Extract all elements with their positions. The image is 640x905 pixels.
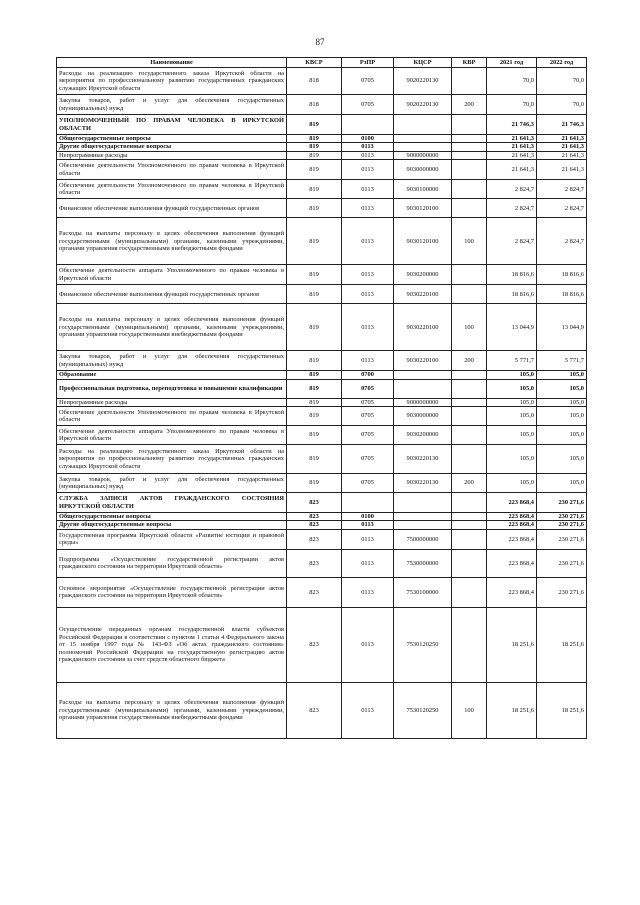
row-kvsr-cell: 823 xyxy=(287,577,342,607)
row-kvr-cell: 200 xyxy=(452,95,487,115)
row-2021-cell: 18 816,6 xyxy=(487,285,537,304)
row-kcsr-cell: 9030120100 xyxy=(394,218,452,265)
row-kcsr-cell: 9030120100 xyxy=(394,199,452,218)
row-rzpr-cell: 0113 xyxy=(342,682,394,738)
row-name-cell: Общегосударственные вопросы xyxy=(57,135,287,143)
row-kcsr-cell xyxy=(394,493,452,513)
row-2022-cell: 105,0 xyxy=(537,426,587,445)
row-2021-cell: 2 824,7 xyxy=(487,218,537,265)
row-2022-cell: 70,0 xyxy=(537,68,587,95)
row-kcsr-cell xyxy=(394,115,452,135)
row-kvr-cell xyxy=(452,529,487,549)
table-row xyxy=(57,398,587,406)
row-kvr-cell xyxy=(452,265,487,285)
row-2021-cell: 105,0 xyxy=(487,398,537,406)
table-row xyxy=(57,577,587,607)
header-kcsr: КЦСР xyxy=(394,58,452,68)
row-rzpr-cell: 0705 xyxy=(342,95,394,115)
row-kcsr-cell: 9020220130 xyxy=(394,68,452,95)
table-row xyxy=(57,285,587,304)
row-kcsr-cell: 9030100000 xyxy=(394,180,452,199)
row-2021-cell: 21 641,3 xyxy=(487,160,537,180)
row-kvr-cell xyxy=(452,379,487,398)
row-2021-cell: 18 816,6 xyxy=(487,265,537,285)
row-2021-cell: 105,0 xyxy=(487,426,537,445)
row-kvsr-cell: 823 xyxy=(287,521,342,529)
row-kvr-cell xyxy=(452,577,487,607)
row-name-cell: Закупка товаров, работ и услуг для обеспечения государственных (муниципальных) нужд xyxy=(57,95,287,115)
table-row xyxy=(57,351,587,371)
row-kvr-cell xyxy=(452,371,487,379)
row-kvsr-cell: 818 xyxy=(287,68,342,95)
row-2022-cell: 105,0 xyxy=(537,474,587,493)
row-kvr-cell xyxy=(452,135,487,143)
row-name-cell: Обеспечение деятельности Уполномоченного по правам человека в Иркутской области xyxy=(57,160,287,180)
row-name-cell: Обеспечение деятельности Уполномоченного по правам человека в Иркутской области xyxy=(57,180,287,199)
row-rzpr-cell: 0705 xyxy=(342,68,394,95)
row-name-cell: Расходы на выплаты персоналу в целях обеспечения выполнения функций государственными (муниципальными) органами, казенными учреждениями, органами управления государственными внебюджетными фондами xyxy=(57,304,287,351)
row-kvr-cell xyxy=(452,398,487,406)
row-2021-cell: 5 771,7 xyxy=(487,351,537,371)
row-rzpr-cell: 0113 xyxy=(342,151,394,159)
row-kvr-cell xyxy=(452,549,487,577)
row-kvsr-cell: 818 xyxy=(287,95,342,115)
row-2021-cell: 223 868,4 xyxy=(487,529,537,549)
row-rzpr-cell xyxy=(342,115,394,135)
table-row xyxy=(57,521,587,529)
row-kvr-cell xyxy=(452,426,487,445)
row-2022-cell: 230 271,6 xyxy=(537,493,587,513)
row-kvsr-cell: 819 xyxy=(287,426,342,445)
table-row xyxy=(57,143,587,151)
table-row xyxy=(57,135,587,143)
row-name-cell: Образование xyxy=(57,371,287,379)
row-2022-cell: 21 641,3 xyxy=(537,160,587,180)
row-2022-cell: 21 641,3 xyxy=(537,143,587,151)
row-rzpr-cell: 0113 xyxy=(342,304,394,351)
table-row xyxy=(57,493,587,513)
row-kcsr-cell: 9030220130 xyxy=(394,474,452,493)
row-name-cell: Расходы на выплаты персоналу в целях обеспечения выполнения функций государственными (муниципальными) органами, казенными учреждениями, органами управления государственными внебюджетными фондами xyxy=(57,218,287,265)
row-name-cell: Финансовое обеспечение выполнения функций государственных органов xyxy=(57,285,287,304)
row-kvr-cell: 100 xyxy=(452,218,487,265)
row-2021-cell: 105,0 xyxy=(487,474,537,493)
row-name-cell: Основное мероприятие «Осуществление государственной регистрации актов гражданского состояния на территории Иркутской области» xyxy=(57,577,287,607)
row-name-cell: Непрограммные расходы xyxy=(57,151,287,159)
table-row xyxy=(57,265,587,285)
row-name-cell: Профессиональная подготовка, переподготовка и повышение квалификации xyxy=(57,379,287,398)
row-name-cell: Расходы на реализацию государственного заказа Иркутской области на мероприятия по профессиональному развитию государственных гражданских служащих Иркутской области xyxy=(57,68,287,95)
table-row xyxy=(57,199,587,218)
table-row xyxy=(57,426,587,445)
row-2021-cell: 223 868,4 xyxy=(487,521,537,529)
row-2022-cell: 105,0 xyxy=(537,407,587,426)
row-kvsr-cell: 819 xyxy=(287,218,342,265)
table-row xyxy=(57,115,587,135)
table-row xyxy=(57,180,587,199)
row-2022-cell: 18 816,6 xyxy=(537,285,587,304)
row-2021-cell: 21 746,3 xyxy=(487,115,537,135)
row-2022-cell: 105,0 xyxy=(537,398,587,406)
row-kvr-cell xyxy=(452,445,487,474)
row-name-cell: СЛУЖБА ЗАПИСИ АКТОВ ГРАЖДАНСКОГО СОСТОЯНИЯ ИРКУТСКОЙ ОБЛАСТИ xyxy=(57,493,287,513)
row-2021-cell: 223 868,4 xyxy=(487,493,537,513)
table-row xyxy=(57,371,587,379)
row-rzpr-cell: 0705 xyxy=(342,379,394,398)
row-2021-cell: 223 868,4 xyxy=(487,577,537,607)
row-2021-cell: 13 044,9 xyxy=(487,304,537,351)
row-2021-cell: 18 251,6 xyxy=(487,607,537,682)
row-kvr-cell xyxy=(452,115,487,135)
row-2021-cell: 2 824,7 xyxy=(487,180,537,199)
row-kvr-cell xyxy=(452,180,487,199)
row-2021-cell: 70,0 xyxy=(487,68,537,95)
row-kcsr-cell xyxy=(394,513,452,521)
row-kcsr-cell xyxy=(394,135,452,143)
row-kvr-cell xyxy=(452,143,487,151)
row-kvsr-cell: 819 xyxy=(287,160,342,180)
row-kvr-cell: 200 xyxy=(452,474,487,493)
row-2022-cell: 230 271,6 xyxy=(537,513,587,521)
row-kvsr-cell: 819 xyxy=(287,445,342,474)
row-name-cell: Государственная программа Иркутской области «Развитие юстиции и правовой среды» xyxy=(57,529,287,549)
row-kcsr-cell: 9030220100 xyxy=(394,304,452,351)
row-rzpr-cell: 0113 xyxy=(342,521,394,529)
row-2021-cell: 223 868,4 xyxy=(487,513,537,521)
row-rzpr-cell xyxy=(342,493,394,513)
row-kcsr-cell: 9030000000 xyxy=(394,160,452,180)
row-kvr-cell xyxy=(452,199,487,218)
row-name-cell: Закупка товаров, работ и услуг для обеспечения государственных (муниципальных) нужд xyxy=(57,474,287,493)
row-2021-cell: 105,0 xyxy=(487,371,537,379)
row-kcsr-cell xyxy=(394,143,452,151)
row-rzpr-cell: 0700 xyxy=(342,371,394,379)
table-row xyxy=(57,379,587,398)
row-kvr-cell xyxy=(452,160,487,180)
row-name-cell: Расходы на реализацию государственного заказа Иркутской области на мероприятия по профессиональному развитию государственных гражданских служащих Иркутской области xyxy=(57,445,287,474)
header-row xyxy=(57,58,587,68)
row-rzpr-cell: 0113 xyxy=(342,265,394,285)
row-rzpr-cell: 0113 xyxy=(342,160,394,180)
header-2022: 2022 год xyxy=(537,58,587,68)
header-kvsr: КВСР xyxy=(287,58,342,68)
row-2021-cell: 21 641,3 xyxy=(487,151,537,159)
row-2021-cell: 105,0 xyxy=(487,407,537,426)
row-rzpr-cell: 0113 xyxy=(342,143,394,151)
row-kvsr-cell: 819 xyxy=(287,351,342,371)
row-2022-cell: 5 771,7 xyxy=(537,351,587,371)
row-rzpr-cell: 0705 xyxy=(342,474,394,493)
row-name-cell: Общегосударственные вопросы xyxy=(57,513,287,521)
row-name-cell: Подпрограмма «Осуществление государственной регистрации актов гражданского состояния на территории Иркутской области» xyxy=(57,549,287,577)
row-2022-cell: 230 271,6 xyxy=(537,577,587,607)
row-rzpr-cell: 0705 xyxy=(342,445,394,474)
row-kvr-cell: 100 xyxy=(452,682,487,738)
row-kvsr-cell: 823 xyxy=(287,529,342,549)
row-rzpr-cell: 0113 xyxy=(342,180,394,199)
row-name-cell: Непрограммные расходы xyxy=(57,398,287,406)
row-2022-cell: 230 271,6 xyxy=(537,529,587,549)
row-kcsr-cell: 7500000000 xyxy=(394,529,452,549)
header-name: Наименование xyxy=(57,58,287,68)
row-kvsr-cell: 823 xyxy=(287,682,342,738)
row-kcsr-cell: 9030200000 xyxy=(394,426,452,445)
table-row xyxy=(57,445,587,474)
row-kvr-cell: 100 xyxy=(452,304,487,351)
row-kvsr-cell: 819 xyxy=(287,379,342,398)
row-2021-cell: 70,0 xyxy=(487,95,537,115)
row-name-cell: Другие общегосударственные вопросы xyxy=(57,143,287,151)
table-row xyxy=(57,474,587,493)
row-2022-cell: 13 044,9 xyxy=(537,304,587,351)
row-2022-cell: 18 251,6 xyxy=(537,607,587,682)
row-kvsr-cell: 819 xyxy=(287,474,342,493)
row-2021-cell: 105,0 xyxy=(487,379,537,398)
row-2022-cell: 105,0 xyxy=(537,379,587,398)
row-kcsr-cell: 7530000000 xyxy=(394,549,452,577)
row-2022-cell: 105,0 xyxy=(537,445,587,474)
row-2021-cell: 105,0 xyxy=(487,445,537,474)
row-rzpr-cell: 0100 xyxy=(342,513,394,521)
row-2021-cell: 21 641,3 xyxy=(487,135,537,143)
row-2022-cell: 21 746,3 xyxy=(537,115,587,135)
table-row xyxy=(57,151,587,159)
row-name-cell: Обеспечение деятельности Уполномоченного по правам человека в Иркутской области xyxy=(57,407,287,426)
row-kvsr-cell: 819 xyxy=(287,115,342,135)
row-2021-cell: 223 868,4 xyxy=(487,549,537,577)
row-rzpr-cell: 0113 xyxy=(342,218,394,265)
row-kvsr-cell: 823 xyxy=(287,493,342,513)
row-kvr-cell xyxy=(452,68,487,95)
row-name-cell: Обеспечение деятельности аппарата Уполномоченного по правам человека в Иркутской области xyxy=(57,426,287,445)
header-rzpr: РзПР xyxy=(342,58,394,68)
row-2022-cell: 105,0 xyxy=(537,371,587,379)
row-kvr-cell: 200 xyxy=(452,351,487,371)
row-rzpr-cell: 0113 xyxy=(342,549,394,577)
table-row xyxy=(57,304,587,351)
row-kvsr-cell: 819 xyxy=(287,285,342,304)
table-row xyxy=(57,549,587,577)
row-2022-cell: 230 271,6 xyxy=(537,549,587,577)
row-kcsr-cell: 9030220130 xyxy=(394,445,452,474)
row-kvr-cell xyxy=(452,151,487,159)
row-name-cell: Осуществление переданных органам государственной власти субъектов Российской Федерации в соответствии с пунктом 1 статьи 4 Федерального закона от 15 ноября 1997 года № 143-ФЗ «Об актах гражданского состояния» полномочий Российской Федерации на государственную регистрацию актов гражданского состояния за счет средств областного бюджета xyxy=(57,607,287,682)
row-kcsr-cell xyxy=(394,379,452,398)
row-name-cell: Обеспечение деятельности аппарата Уполномоченного по правам человека в Иркутской области xyxy=(57,265,287,285)
row-kvr-cell xyxy=(452,407,487,426)
row-kvsr-cell: 823 xyxy=(287,607,342,682)
row-rzpr-cell: 0113 xyxy=(342,529,394,549)
row-kvr-cell xyxy=(452,607,487,682)
table-row xyxy=(57,95,587,115)
row-rzpr-cell: 0705 xyxy=(342,426,394,445)
row-kvsr-cell: 819 xyxy=(287,199,342,218)
table-row xyxy=(57,68,587,95)
row-kcsr-cell: 7530120250 xyxy=(394,607,452,682)
row-kcsr-cell xyxy=(394,371,452,379)
row-kcsr-cell: 9030220100 xyxy=(394,351,452,371)
row-2022-cell: 70,0 xyxy=(537,95,587,115)
row-kvsr-cell: 819 xyxy=(287,135,342,143)
budget-table xyxy=(56,57,587,739)
row-kcsr-cell: 9030200000 xyxy=(394,265,452,285)
row-2022-cell: 21 641,3 xyxy=(537,135,587,143)
row-kcsr-cell: 7530120250 xyxy=(394,682,452,738)
row-kcsr-cell: 7530100000 xyxy=(394,577,452,607)
table-row xyxy=(57,513,587,521)
row-name-cell: Расходы на выплаты персоналу в целях обеспечения выполнения функций государственными (муниципальными) органами, казенными учреждениями, органами управления государственными внебюджетными фондами xyxy=(57,682,287,738)
table-row xyxy=(57,160,587,180)
row-rzpr-cell: 0113 xyxy=(342,607,394,682)
row-kvsr-cell: 823 xyxy=(287,513,342,521)
row-kvsr-cell: 819 xyxy=(287,143,342,151)
row-2021-cell: 18 251,6 xyxy=(487,682,537,738)
row-kvr-cell xyxy=(452,521,487,529)
row-rzpr-cell: 0113 xyxy=(342,199,394,218)
row-kvsr-cell: 819 xyxy=(287,151,342,159)
row-kvsr-cell: 823 xyxy=(287,549,342,577)
table-row xyxy=(57,607,587,682)
row-kvsr-cell: 819 xyxy=(287,398,342,406)
row-rzpr-cell: 0113 xyxy=(342,351,394,371)
row-name-cell: Другие общегосударственные вопросы xyxy=(57,521,287,529)
row-name-cell: Закупка товаров, работ и услуг для обеспечения государственных (муниципальных) нужд xyxy=(57,351,287,371)
row-kcsr-cell: 9000000000 xyxy=(394,151,452,159)
row-rzpr-cell: 0113 xyxy=(342,285,394,304)
row-kcsr-cell: 9030220100 xyxy=(394,285,452,304)
row-2022-cell: 2 824,7 xyxy=(537,180,587,199)
table-row xyxy=(57,529,587,549)
table-row xyxy=(57,218,587,265)
table-row xyxy=(57,682,587,738)
row-kvsr-cell: 819 xyxy=(287,304,342,351)
row-2022-cell: 21 641,3 xyxy=(537,151,587,159)
row-2022-cell: 2 824,7 xyxy=(537,199,587,218)
row-kvsr-cell: 819 xyxy=(287,180,342,199)
header-2021: 2021 год xyxy=(487,58,537,68)
row-name-cell: Финансовое обеспечение выполнения функций государственных органов xyxy=(57,199,287,218)
row-2022-cell: 230 271,6 xyxy=(537,521,587,529)
row-kvsr-cell: 819 xyxy=(287,371,342,379)
row-2021-cell: 2 824,7 xyxy=(487,199,537,218)
row-rzpr-cell: 0100 xyxy=(342,135,394,143)
row-2022-cell: 2 824,7 xyxy=(537,218,587,265)
row-name-cell: УПОЛНОМОЧЕННЫЙ ПО ПРАВАМ ЧЕЛОВЕКА В ИРКУТСКОЙ ОБЛАСТИ xyxy=(57,115,287,135)
page-number: 87 xyxy=(315,37,325,47)
row-kcsr-cell: 9030000000 xyxy=(394,407,452,426)
row-kvr-cell xyxy=(452,513,487,521)
row-kcsr-cell: 9000000000 xyxy=(394,398,452,406)
row-kvsr-cell: 819 xyxy=(287,265,342,285)
table-row xyxy=(57,407,587,426)
row-kcsr-cell: 9020220130 xyxy=(394,95,452,115)
row-kvr-cell xyxy=(452,493,487,513)
row-2022-cell: 18 816,6 xyxy=(537,265,587,285)
row-rzpr-cell: 0705 xyxy=(342,407,394,426)
row-rzpr-cell: 0113 xyxy=(342,577,394,607)
row-kcsr-cell xyxy=(394,521,452,529)
row-kvr-cell xyxy=(452,285,487,304)
row-kvsr-cell: 819 xyxy=(287,407,342,426)
row-rzpr-cell: 0705 xyxy=(342,398,394,406)
row-2022-cell: 18 251,6 xyxy=(537,682,587,738)
header-kvr: КВР xyxy=(452,58,487,68)
row-2021-cell: 21 641,3 xyxy=(487,143,537,151)
